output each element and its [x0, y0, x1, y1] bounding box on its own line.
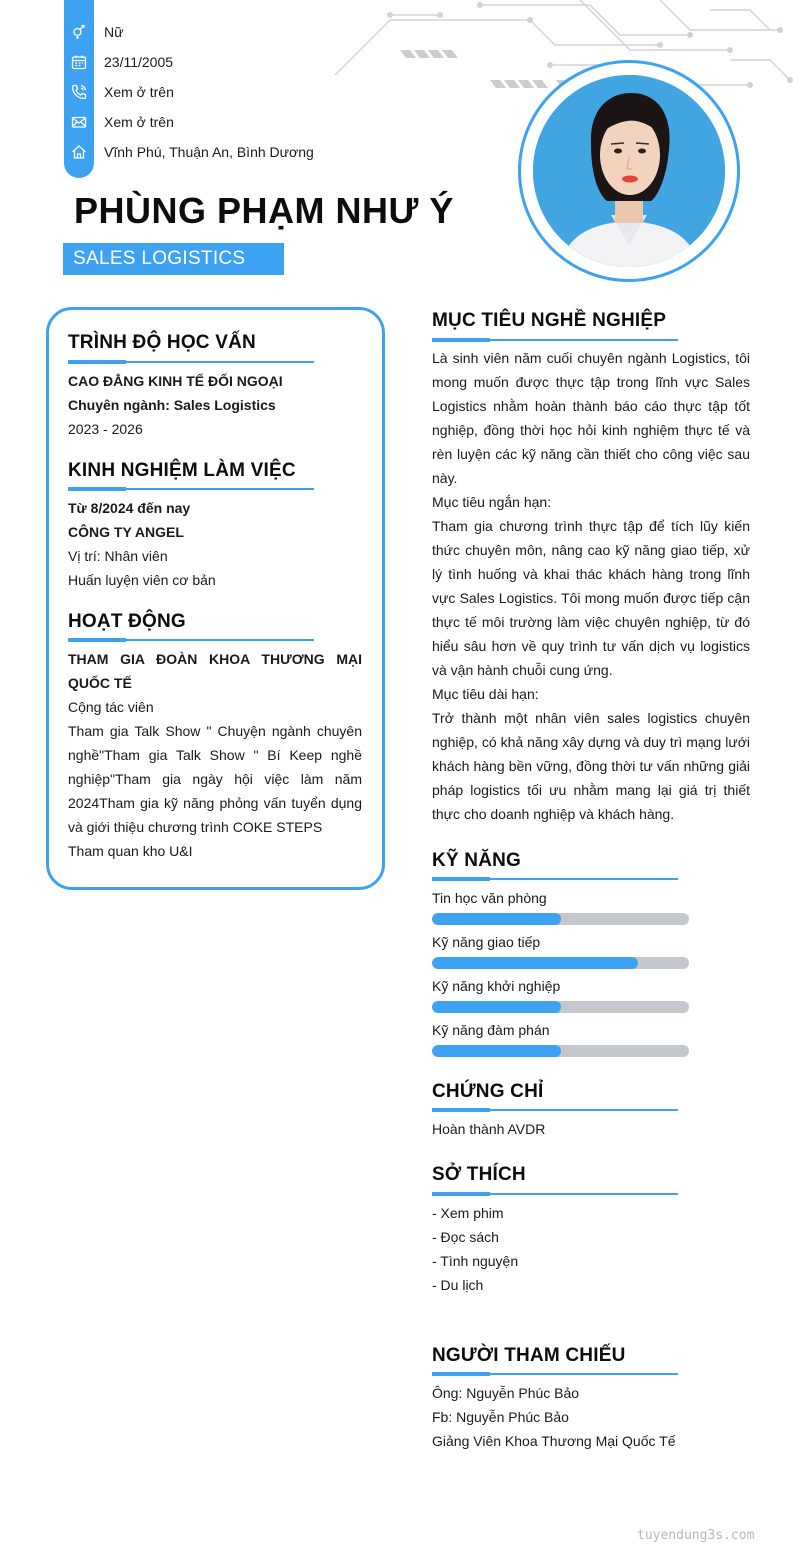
reference-item: Fb: Nguyễn Phúc Bảo: [432, 1409, 569, 1425]
certificate-item: Hoàn thành AVDR: [432, 1121, 546, 1137]
home-icon: [64, 137, 94, 167]
activities-title: HOẠT ĐỘNG: [68, 611, 186, 632]
watermark: tuyendung3s.com: [637, 1528, 755, 1543]
contact-gender-text: Nữ: [104, 24, 124, 40]
hobby-item: - Xem phim: [432, 1205, 504, 1221]
education-major: Chuyên ngành: Sales Logistics: [68, 397, 276, 413]
education-years: 2023 - 2026: [68, 421, 143, 437]
objective-long-text: Trở thành một nhân viên sales logistics chuyên nghiệp, có khả năng xây dựng và duy trì mạng lưới khách hàng bền vững, đồng thời tư vấn những giải pháp logistics tối ưu nhằm mang lại giá trị thiết thực cho doanh nghiệp và khách hàng.: [432, 710, 750, 822]
hobby-item: - Du lịch: [432, 1277, 484, 1293]
objective-short-label: Mục tiêu ngắn hạn:: [432, 494, 552, 510]
gender-icon: [64, 17, 94, 47]
candidate-name: PHÙNG PHẠM NHƯ Ý: [74, 190, 454, 231]
contact-birthday: [64, 47, 173, 77]
activities-role: Cộng tác viên: [68, 699, 154, 715]
contact-email[interactable]: [64, 107, 174, 137]
skill-bar-fill: [432, 913, 561, 925]
experience-underline: [68, 488, 314, 490]
calendar-icon: [64, 47, 94, 77]
contact-birthday-text: 23/11/2005: [104, 54, 174, 70]
activities-underline: [68, 639, 314, 641]
activities-extra: Tham quan kho U&I: [68, 843, 193, 859]
mail-icon: [64, 107, 94, 137]
skill-bar-fill: [432, 957, 638, 969]
skill-bar-track: [432, 913, 689, 925]
experience-company: CÔNG TY ANGEL: [68, 524, 184, 540]
skill-bar-fill: [432, 1001, 561, 1013]
skill-label: Kỹ năng đàm phán: [432, 1022, 550, 1038]
reference-item: Giảng Viên Khoa Thương Mại Quốc Tế: [432, 1433, 676, 1449]
skill-bar-track: [432, 1045, 689, 1057]
skill-bar-track: [432, 1001, 689, 1013]
education-school: CAO ĐẲNG KINH TẾ ĐỐI NGOẠI: [68, 373, 283, 389]
objective-long-label: Mục tiêu dài hạn:: [432, 686, 539, 702]
phone-icon: [64, 77, 94, 107]
objective-short-text: Tham gia chương trình thực tập để tích lũy kiến thức chuyên môn, nâng cao kỹ năng giao tiếp, xử lý tình huống và khai thác khách hàng trong lĩnh vực Sales Logistics. Tôi mong muốn được tiếp cận thực tế môi trường làm việc chuyên nghiệp, từ đó hiểu sâu hơn về quy trình tư vấn dịch vụ logistics và vận hành chuỗi cung ứng.: [432, 518, 750, 678]
contact-address-text: Vĩnh Phú, Thuận An, Bình Dương: [104, 144, 314, 160]
objective-underline: [432, 339, 678, 341]
skill-label: Kỹ năng khởi nghiệp: [432, 978, 561, 994]
activities-org: THAM GIA ĐOÀN KHOA THƯƠNG MẠI QUỐC TẾ: [68, 651, 362, 691]
skills-title: KỸ NĂNG: [432, 850, 522, 871]
activities-description: Tham gia Talk Show " Chuyện ngành chuyên nghề"Tham gia Talk Show " Bí Keep nghề nghiệp"Tham gia ngày hội việc làm năm 2024Tham gia kỹ năng phỏng vấn tuyển dụng và giới thiệu chương trình COKE STEPS: [68, 723, 362, 835]
contact-phone[interactable]: [64, 77, 174, 107]
hobby-item: - Tình nguyện: [432, 1253, 519, 1269]
profile-photo-frame: [518, 60, 740, 282]
certificates-title: CHỨNG CHỈ: [432, 1081, 544, 1102]
objective-title: MỤC TIÊU NGHỀ NGHIỆP: [432, 310, 667, 331]
references-underline: [432, 1373, 678, 1375]
role-text: SALES LOGISTICS: [73, 248, 246, 269]
skill-bar-fill: [432, 1045, 561, 1057]
certificates-underline: [432, 1109, 678, 1111]
education-underline: [68, 361, 314, 363]
contact-address: [64, 137, 314, 167]
skill-label: Kỹ năng giao tiếp: [432, 934, 541, 950]
contact-gender: [64, 17, 123, 47]
contact-email-text: Xem ở trên: [104, 114, 174, 130]
references-title: NGƯỜI THAM CHIẾU: [432, 1345, 626, 1366]
role-banner: [63, 243, 284, 275]
skills-underline: [432, 878, 678, 880]
experience-detail: Huấn luyện viên cơ bản: [68, 572, 216, 588]
profile-photo: [533, 75, 725, 267]
experience-title: KINH NGHIỆM LÀM VIỆC: [68, 460, 296, 481]
objective-intro: Là sinh viên năm cuối chuyên ngành Logistics, tôi mong muốn được thực tập trong lĩnh vực Sales Logistics nhằm hoàn thành báo cáo thực tập tốt nghiệp, đồng thời học hỏi kinh nghiệm thực tế và rèn luyện các kỹ năng cần thiết cho công việc sau này.: [432, 350, 750, 486]
contact-phone-text: Xem ở trên: [104, 84, 174, 100]
experience-period: Từ 8/2024 đến nay: [68, 500, 191, 516]
hobby-item: - Đọc sách: [432, 1229, 499, 1245]
hobbies-title: SỞ THÍCH: [432, 1164, 526, 1185]
skill-bar-track: [432, 957, 689, 969]
education-title: TRÌNH ĐỘ HỌC VẤN: [68, 332, 256, 353]
hobbies-underline: [432, 1193, 678, 1195]
skill-label: Tin học văn phòng: [432, 890, 547, 906]
reference-item: Ông: Nguyễn Phúc Bảo: [432, 1385, 580, 1401]
experience-position: Vị trí: Nhân viên: [68, 548, 168, 564]
